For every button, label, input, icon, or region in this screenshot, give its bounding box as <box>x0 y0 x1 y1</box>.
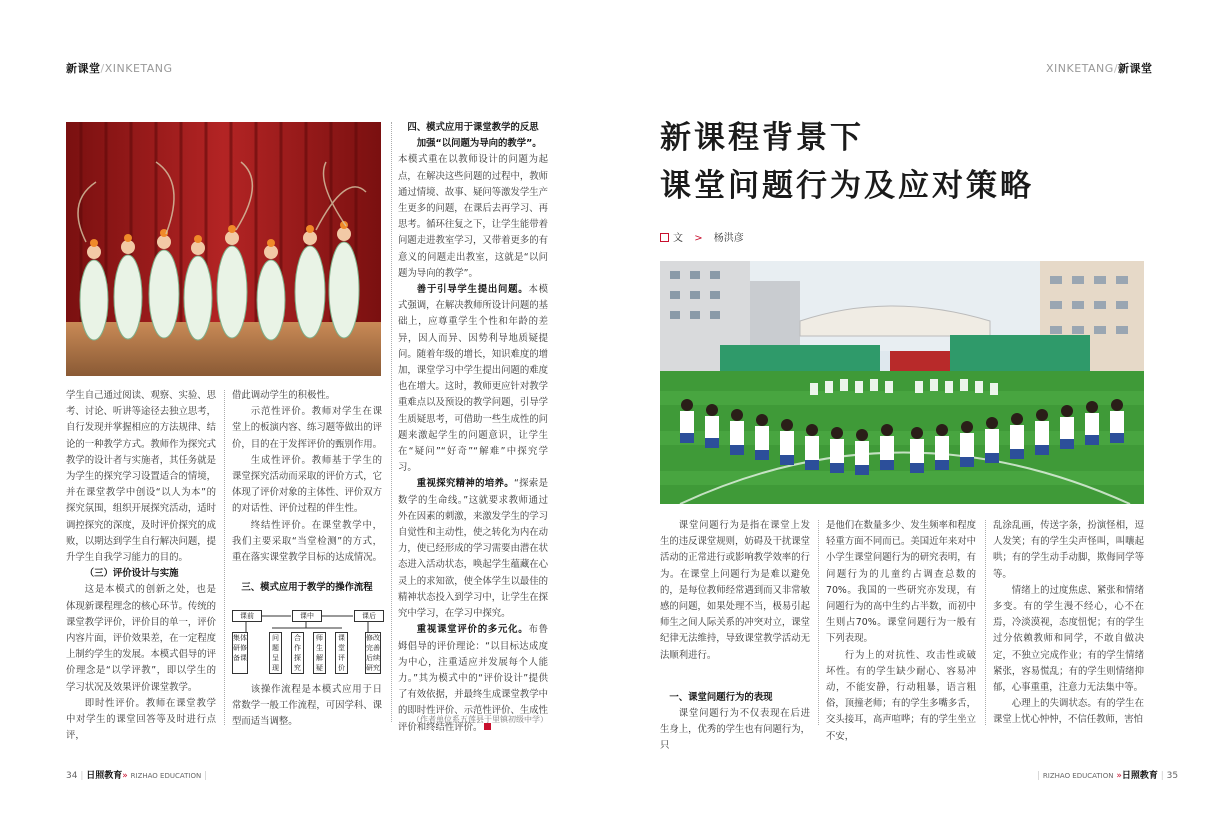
paragraph: 课堂问题行为是指在课堂上发生的违反课堂规则，妨碍及干扰课堂活动的正常进行或影响教学效率的行为。在课堂上问题行为是难以避免的，是每位教师经常遇到而又非常敏感的问题，如果处理不当，极易引起师生之间人际关系的冲突对立，课堂纪律无法维持，导致课堂教学活动无法顺利进行。 <box>660 520 811 661</box>
byline <box>660 229 744 244</box>
flow-box-during: 课中 <box>292 610 322 622</box>
paragraph: 示范性评价。教师对学生在课堂上的板演内容、练习题等做出的评价，目的在于发挥评价的甄别作用。 <box>232 406 383 450</box>
page-number: 35 <box>1166 771 1179 781</box>
footer-right: | RIZHAO EDUCATION »日照教育 | 35 <box>1037 771 1179 781</box>
column-divider <box>818 520 819 725</box>
paragraph: 生成性评价。教师基于学生的课堂探究活动而采取的评价方式，它体现了评价对象的主体性、评价双方的对话性、评价过程的伴生性。 <box>232 454 383 515</box>
flow-box-after: 课后 <box>354 610 384 622</box>
paragraph-lead: 重视探究精神的培养。 <box>416 478 514 490</box>
section-heading: （三）评价设计与实施 <box>84 568 179 580</box>
paragraph-body: “探索是数学的生命线。”这就要求教师通过外在因素的刺激，来激发学生的学习自觉性和主动性，使之转化为内在动力，使已经形成的学习需要由潜在状态进入活动状态，唤起学生蕴藏在心灵上的求知欲，使全体学生以最佳的精神状态投入到学习中，让学生在探究中学习，在学习中探究。 <box>398 478 549 620</box>
right-col1 <box>660 518 810 755</box>
students-photo <box>660 261 1144 504</box>
paragraph: 这是本模式的创新之处，也是体现新课程理念的核心环节。传统的课堂教学评价，评价目的单一，评价内容片面，评价效果差，在一定程度上制约学生的发展。本模式倡导的评价理念是“以学评教”，即以学生的学习状况及效果评价课堂教学。 <box>66 584 217 693</box>
footer-brand: 日照教育 <box>86 771 123 781</box>
flow-box-before: 课前 <box>232 610 262 622</box>
left-col2 <box>232 388 382 596</box>
byline-square-icon <box>660 233 669 242</box>
footer-left: 34 | 日照教育» RIZHAO EDUCATION | <box>66 771 208 781</box>
header-right: XINKETANG/新课堂 <box>1046 62 1153 75</box>
left-col1 <box>66 388 216 744</box>
paragraph: 借此调动学生的积极性。 <box>232 390 336 401</box>
flow-heading: 三、模式应用于教学的操作流程 <box>241 582 373 594</box>
footer-en: RIZHAO EDUCATION <box>130 772 202 780</box>
paragraph <box>398 476 548 622</box>
footer-sep: » <box>122 771 128 781</box>
paragraph: 是他们在数量多少、发生频率和程度轻重方面不同而已。美国近年来对中小学生课堂问题行为的研究表明，有问题行为的儿童约占调查总数的70%。我国的一些研究亦发现，有问题行为的高中生约占半数，而初中生则占70%。课堂问题行为一般有下列表现。 <box>826 520 977 645</box>
paragraph: 心理上的失调状态。有的学生在课堂上忧心忡忡，不信任教师，害怕 <box>993 698 1144 726</box>
flow-step: 问题呈现 <box>269 632 282 674</box>
flow-step: 课堂评价 <box>335 632 348 674</box>
paragraph-body: 本模式强调，在解决教师所设计问题的基础上，应尊重学生个性和年龄的差异，因人而异、因势利导地质疑提问。随着年级的增长，知识难度的增加，课堂学习中学生提出问题的难度也在增大。这时，教师更应针对教学重难点以及预设的教学问题，引导学生质疑思考，可借助一些生成性的问题来激起学生的问题意识，让学生在“疑问”“好奇”“解难”中探究学习。 <box>398 284 549 474</box>
header-left-bold: 新课堂 <box>66 62 101 75</box>
header-left: 新课堂/XINKETANG <box>66 62 173 75</box>
paragraph-lead: 善于引导学生提出问题。 <box>416 284 529 296</box>
column-divider <box>391 122 392 722</box>
header-left-light: XINKETANG <box>104 62 173 75</box>
footer-en: RIZHAO EDUCATION <box>1042 772 1114 780</box>
right-col2 <box>826 518 976 745</box>
paragraph: 本模式重在以教师设计的问题为起点，在解决这些问题的过程中，教师通过情境、故事、疑问等激发学生产生更多的问题，在课后去再学习、再思考。循环往复之下，让学生能带着问题走进教室学习，又带着更多的有意义的问题走出教室，这就是“以问题为导向的教学”。 <box>398 154 549 279</box>
footer-brand: 日照教育 <box>1121 771 1158 781</box>
flow-step: 修改完善后续研究 <box>366 634 380 672</box>
subsection-heading: 加强“以问题为导向的教学”。 <box>416 138 542 150</box>
article-title-line2: 课堂问题行为及应对策略 <box>660 168 1034 204</box>
header-right-light: XINKETANG <box>1046 62 1114 75</box>
paragraph: 该操作流程是本模式应用于日常数学一般工作流程，可因学科、课型而适当调整。 <box>232 684 383 728</box>
flow-step: 师生解疑 <box>313 632 326 674</box>
paragraph-body: 布鲁姆倡导的评价理论：“以目标达成度为中心，注重适应并发展每个人能力。”其为模式中的“评价设计”提供了有效依据，并最终生成课堂教学中的即时性评价、示范性评价、生成性评价和终结性评价。 <box>398 624 549 733</box>
left-col2-tail <box>232 682 382 731</box>
page-number: 34 <box>66 771 78 781</box>
paragraph: 即时性评价。教师在课堂教学中对学生的课堂回答等及时进行点评， <box>66 697 216 742</box>
footer-sep: » <box>1116 771 1122 781</box>
left-col3 <box>398 120 548 736</box>
column-divider <box>224 390 225 725</box>
byline-arrow: > <box>694 233 703 244</box>
header-right-bold: 新课堂 <box>1118 62 1153 75</box>
byline-author: 杨洪彦 <box>713 233 744 244</box>
paragraph-lead: 重视课堂评价的多元化。 <box>416 624 529 636</box>
paragraph: 情绪上的过度焦虑、紧张和情绪多变。有的学生漫不经心，心不在焉，冷淡漠视，态度忸怩；有的学生过分依赖教师和同学，不敢自做决定，不独立完成作业；有的学生情绪紧张，容易慌乱；有的学生则情绪抑郁，心事重重，注意力无法集中等。 <box>993 584 1144 694</box>
paragraph: 终结性评价。在课堂教学中，我们主要采取“当堂检测”的方式，重在落实课堂教学目标的达成情况。 <box>232 519 383 564</box>
section-heading: 四、模式应用于课堂教学的反思 <box>407 122 539 133</box>
dance-photo <box>66 122 381 376</box>
paragraph: 学生自己通过阅读、观察、实验、思考、讨论、听讲等途径去独立思考，自行发现并掌握相应的方法规律、结论的一种教学方式。教师作为探究式教学的设计者与实施者，其任务就是为学生的探究学习设置适合的情境，并在课堂教学中创设“以人为本”的探究氛围，组织开展探究活动，适时调控探究的深度，及时评价探究的成败，以期达到学生自行解决问题，提升学生自我学习能力的目的。 <box>66 390 217 564</box>
flow-diagram <box>232 610 382 678</box>
article-title-line1: 新课程背景下 <box>660 120 864 156</box>
author-note: （作者单位系五莲县于里镇初级中学） <box>412 715 548 724</box>
paragraph <box>398 282 548 476</box>
right-col3 <box>993 518 1144 729</box>
paragraph: 乱涂乱画，传送字条，扮演怪相，逗人发笑；有的学生尖声怪叫，叫嚷起哄；有的学生动手动脚，欺侮同学等等。 <box>993 520 1144 580</box>
byline-wen: 文 <box>673 233 683 244</box>
paragraph: 课堂问题行为不仅表现在后进生身上，优秀的学生也有问题行为，只 <box>660 708 811 752</box>
flow-step: 合作探究 <box>291 632 304 674</box>
paragraph: 行为上的对抗性、攻击性或破坏性。有的学生缺少耐心、容易冲动，不能安静，行动粗暴，语言粗俗，顶撞老师；有的学生多嘴多舌，交头接耳，高声喧哗；有的学生坐立不安， <box>826 649 977 742</box>
section-heading: 一、课堂问题行为的表现 <box>669 691 773 703</box>
flow-step: 集体研修备课 <box>232 632 248 674</box>
column-divider <box>985 520 986 725</box>
